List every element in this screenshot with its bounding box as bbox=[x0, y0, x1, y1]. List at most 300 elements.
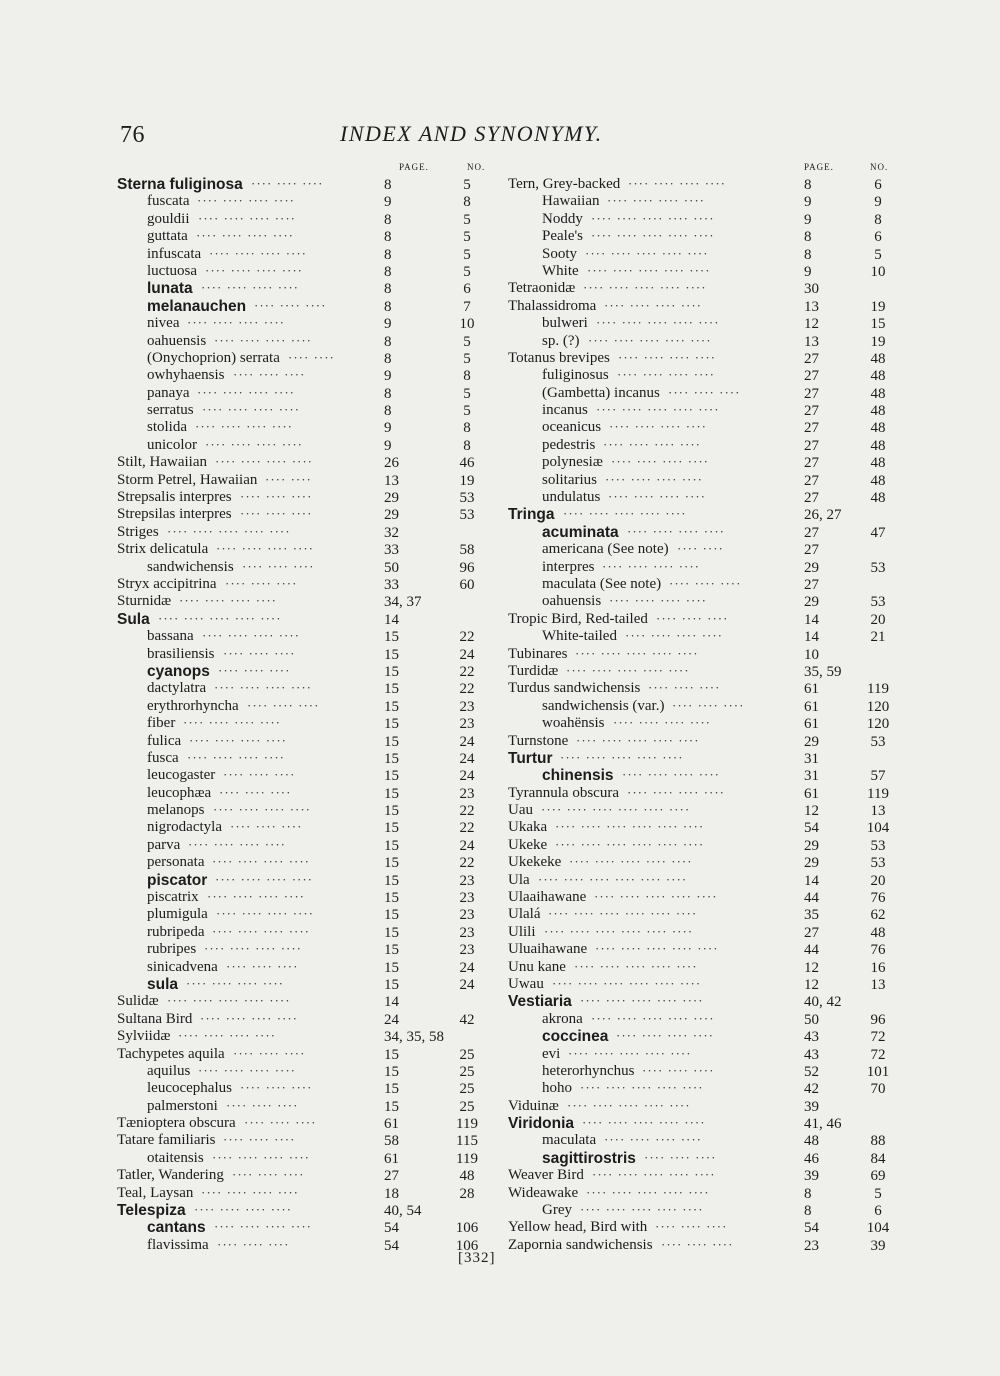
dot-leader: ···· ···· ···· bbox=[217, 1236, 290, 1252]
entry-name: Zapornia sandwichensis bbox=[508, 1236, 653, 1253]
dot-leader: ···· ···· ···· ···· bbox=[198, 210, 297, 226]
entry-number: 8 bbox=[874, 211, 882, 228]
dot-leader: ···· ···· ···· ···· ···· bbox=[596, 402, 720, 418]
entry-page: 34, 35, 58 bbox=[384, 1029, 444, 1046]
entry-page: 27 bbox=[804, 350, 819, 367]
entry-page: 54 bbox=[804, 1220, 819, 1237]
entry-number: 96 bbox=[870, 1011, 886, 1028]
entry-number: 19 bbox=[870, 333, 886, 350]
entry-page: 29 bbox=[804, 837, 819, 854]
dot-leader: ···· ···· ···· ···· ···· ···· bbox=[541, 802, 691, 818]
dot-leader: ···· ···· ···· ···· bbox=[194, 1202, 293, 1218]
index-entry bbox=[117, 350, 497, 367]
dot-leader: ···· ···· ···· ···· ···· bbox=[158, 610, 282, 626]
entry-page: 27 bbox=[804, 576, 819, 593]
entry-page: 50 bbox=[384, 559, 399, 576]
entry-number: 48 bbox=[870, 924, 886, 941]
entry-number: 48 bbox=[870, 385, 886, 402]
entry-number: 5 bbox=[874, 246, 882, 263]
index-entry bbox=[508, 1028, 888, 1045]
index-entry bbox=[508, 489, 888, 506]
entry-name: Totanus brevipes bbox=[508, 349, 610, 366]
entry-number: 20 bbox=[870, 611, 886, 628]
index-entry bbox=[508, 628, 888, 645]
entry-name: Ulaaihawane bbox=[508, 889, 587, 906]
entry-name: Sooty bbox=[542, 245, 578, 262]
index-entry bbox=[508, 524, 888, 541]
dot-leader: ···· ···· ···· ···· bbox=[186, 975, 285, 991]
index-entry bbox=[117, 472, 497, 489]
entry-name: Yellow head, Bird with bbox=[508, 1219, 648, 1236]
dot-leader: ···· ···· ···· ···· bbox=[604, 297, 703, 313]
entry-page: 8 bbox=[384, 333, 392, 350]
entry-page: 14 bbox=[384, 994, 399, 1011]
entry-page: 30 bbox=[804, 281, 819, 298]
entry-page: 9 bbox=[804, 211, 812, 228]
entry-name: Strepsilas interpres bbox=[117, 506, 232, 523]
entry-page: 15 bbox=[384, 924, 399, 941]
entry-name: Ula bbox=[508, 871, 530, 888]
dot-leader: ···· ···· ···· ···· bbox=[215, 454, 314, 470]
entry-page: 27 bbox=[804, 524, 819, 541]
entry-number: 5 bbox=[463, 211, 471, 228]
index-entry bbox=[117, 1185, 497, 1202]
entry-page: 50 bbox=[804, 1011, 819, 1028]
dot-leader: ···· ···· ···· ···· bbox=[605, 471, 704, 487]
entry-page: 14 bbox=[804, 611, 819, 628]
dot-leader: ···· ···· ···· ···· bbox=[609, 419, 708, 435]
dot-leader: ···· ···· ···· ···· ···· bbox=[582, 1115, 706, 1131]
index-entry bbox=[117, 680, 497, 697]
entry-name: unicolor bbox=[147, 436, 197, 453]
entry-number: 5 bbox=[463, 403, 471, 420]
entry-number: 21 bbox=[870, 629, 886, 646]
entry-number: 96 bbox=[459, 559, 475, 576]
entry-number: 48 bbox=[870, 472, 886, 489]
entry-number: 53 bbox=[870, 594, 886, 611]
index-entry bbox=[508, 663, 888, 680]
dot-leader: ···· ···· ···· ···· bbox=[604, 1132, 703, 1148]
entry-page: 35 bbox=[804, 907, 819, 924]
entry-name: americana (See note) bbox=[542, 541, 669, 558]
entry-page: 61 bbox=[384, 1150, 399, 1167]
entry-page: 13 bbox=[804, 298, 819, 315]
number-column-header: NO. bbox=[870, 162, 889, 172]
index-entry bbox=[508, 385, 888, 402]
dot-leader: ···· ···· ···· ···· ···· ···· bbox=[555, 819, 705, 835]
dot-leader: ···· ···· ···· ···· ···· bbox=[580, 993, 704, 1009]
entry-page: 43 bbox=[804, 1029, 819, 1046]
index-entry bbox=[508, 906, 888, 923]
dot-leader: ···· ···· ···· ···· ···· bbox=[563, 506, 687, 522]
index-entry bbox=[117, 541, 497, 558]
entry-name: Strepsalis interpres bbox=[117, 489, 232, 506]
entry-name: sandwichensis bbox=[147, 558, 234, 575]
entry-number: 23 bbox=[459, 698, 475, 715]
entry-page: 8 bbox=[384, 177, 392, 193]
index-entry bbox=[117, 767, 497, 784]
entry-name: Tænioptera obscura bbox=[117, 1115, 236, 1132]
entry-name: White bbox=[542, 262, 579, 279]
entry-name: owhyhaensis bbox=[147, 367, 225, 384]
entry-name: stolida bbox=[147, 419, 187, 436]
entry-number: 72 bbox=[870, 1029, 886, 1046]
entry-page: 27 bbox=[804, 385, 819, 402]
entry-name: piscatrix bbox=[147, 889, 199, 906]
dot-leader: ···· ···· ···· ···· bbox=[628, 176, 727, 191]
entry-name: Ukeke bbox=[508, 836, 548, 853]
entry-number: 8 bbox=[463, 194, 471, 211]
dot-leader: ···· ···· ···· ···· bbox=[188, 836, 287, 852]
entry-name: Viridonia bbox=[508, 1115, 575, 1133]
index-entry bbox=[508, 1115, 888, 1132]
dot-leader: ···· ···· ···· bbox=[251, 176, 324, 191]
index-entry bbox=[508, 924, 888, 941]
entry-number: 69 bbox=[870, 1168, 886, 1185]
entry-number: 53 bbox=[870, 837, 886, 854]
entry-number: 48 bbox=[870, 350, 886, 367]
entry-number: 48 bbox=[870, 437, 886, 454]
index-entry bbox=[117, 872, 497, 889]
dot-leader: ···· ···· ···· ···· ···· bbox=[568, 1045, 692, 1061]
entry-page: 46 bbox=[804, 1150, 819, 1167]
entry-page: 32 bbox=[384, 524, 399, 541]
index-entry bbox=[117, 1167, 497, 1184]
index-entry bbox=[508, 1132, 888, 1149]
entry-page: 15 bbox=[384, 1063, 399, 1080]
index-entry bbox=[117, 611, 497, 628]
entry-page: 14 bbox=[804, 629, 819, 646]
entry-name: Tern, Grey-backed bbox=[508, 176, 621, 192]
dot-leader: ···· ···· ···· ···· bbox=[603, 436, 702, 452]
entry-name: rubripes bbox=[147, 941, 197, 958]
dot-leader: ···· ···· ···· ···· bbox=[202, 628, 301, 644]
entry-name: otaitensis bbox=[147, 1149, 204, 1166]
entry-number: 7 bbox=[463, 298, 471, 315]
entry-name: sula bbox=[147, 975, 179, 993]
page-number: 76 bbox=[120, 122, 145, 148]
dot-leader: ···· ···· ···· ···· bbox=[205, 436, 304, 452]
dot-leader: ···· ···· ···· bbox=[226, 958, 299, 974]
dot-leader: ···· ···· bbox=[265, 471, 312, 487]
entry-name: incanus bbox=[542, 402, 588, 419]
index-entry bbox=[508, 611, 888, 628]
dot-leader: ···· ···· ···· bbox=[669, 575, 742, 591]
entry-page: 33 bbox=[384, 542, 399, 559]
entry-name: plumigula bbox=[147, 906, 208, 923]
dot-leader: ···· ···· ···· ···· bbox=[178, 1028, 277, 1044]
entry-page: 8 bbox=[804, 1185, 812, 1202]
dot-leader: ···· ···· ···· bbox=[656, 610, 729, 626]
entry-name: Strix delicatula bbox=[117, 541, 209, 558]
entry-number: 48 bbox=[870, 403, 886, 420]
entry-name: fulica bbox=[147, 732, 182, 749]
entry-page: 12 bbox=[804, 959, 819, 976]
entry-number: 10 bbox=[459, 316, 475, 333]
dot-leader: ···· ···· ···· ···· ···· bbox=[583, 280, 707, 296]
dot-leader: ···· ···· ···· bbox=[218, 662, 291, 678]
entry-name: erythrorhyncha bbox=[147, 697, 239, 714]
index-entry bbox=[117, 959, 497, 976]
index-entry bbox=[508, 298, 888, 315]
entry-name: nivea bbox=[147, 315, 180, 332]
index-entry bbox=[508, 872, 888, 889]
index-entry bbox=[508, 646, 888, 663]
entry-page: 10 bbox=[804, 646, 819, 663]
dot-leader: ···· ···· ···· ···· bbox=[213, 802, 312, 818]
index-entry bbox=[117, 1202, 497, 1219]
entry-name: evi bbox=[542, 1045, 561, 1062]
entry-page: 15 bbox=[384, 942, 399, 959]
entry-number: 22 bbox=[459, 855, 475, 872]
dot-leader: ···· ···· ···· bbox=[223, 645, 296, 661]
index-entry bbox=[117, 837, 497, 854]
index-entry bbox=[508, 889, 888, 906]
entry-number: 72 bbox=[870, 1046, 886, 1063]
entry-number: 24 bbox=[459, 733, 475, 750]
entry-name: sp. (?) bbox=[542, 332, 580, 349]
entry-page: 29 bbox=[804, 559, 819, 576]
dot-leader: ···· ···· ···· ···· bbox=[212, 854, 311, 870]
entry-page: 35, 59 bbox=[804, 663, 842, 680]
index-entries-left bbox=[117, 176, 497, 1254]
index-entry bbox=[117, 663, 497, 680]
entry-page: 15 bbox=[384, 681, 399, 698]
dot-leader: ···· ···· ···· ···· bbox=[212, 923, 311, 939]
entry-name: nigrodactyla bbox=[147, 819, 222, 836]
index-entry bbox=[117, 437, 497, 454]
dot-leader: ···· ···· ···· bbox=[230, 819, 303, 835]
index-entry bbox=[508, 437, 888, 454]
dot-leader: ···· ···· ···· bbox=[672, 697, 745, 713]
entry-page: 15 bbox=[384, 890, 399, 907]
entry-number: 104 bbox=[866, 1220, 890, 1237]
entry-number: 106 bbox=[455, 1220, 479, 1237]
entry-name: Tubinares bbox=[508, 645, 568, 662]
entry-name: leucophæa bbox=[147, 784, 212, 801]
dot-leader: ···· ···· ···· ···· bbox=[625, 628, 724, 644]
entry-number: 8 bbox=[463, 437, 471, 454]
dot-leader: ···· ···· ···· ···· bbox=[613, 715, 712, 731]
entry-name: Peale's bbox=[542, 228, 584, 245]
entry-name: polynesiæ bbox=[542, 454, 603, 471]
index-entry bbox=[117, 1063, 497, 1080]
entry-number: 119 bbox=[456, 1150, 478, 1167]
entry-number: 25 bbox=[459, 1081, 475, 1098]
index-entry bbox=[508, 1185, 888, 1202]
entry-number: 53 bbox=[870, 855, 886, 872]
entry-name: acuminata bbox=[542, 523, 619, 541]
entry-page: 8 bbox=[804, 229, 812, 246]
entry-number: 76 bbox=[870, 890, 886, 907]
index-entry bbox=[117, 785, 497, 802]
dot-leader: ···· ···· ···· ···· ···· bbox=[566, 662, 690, 678]
index-entry bbox=[508, 280, 888, 297]
entry-name: Tringa bbox=[508, 506, 555, 524]
dot-leader: ···· ···· ···· ···· ···· bbox=[594, 889, 718, 905]
entry-page: 54 bbox=[384, 1237, 399, 1254]
entry-page: 8 bbox=[384, 298, 392, 315]
entry-page: 15 bbox=[384, 646, 399, 663]
entry-page: 15 bbox=[384, 698, 399, 715]
entry-name: Sula bbox=[117, 610, 150, 628]
entry-name: Wideawake bbox=[508, 1184, 579, 1201]
dot-leader: ···· ···· ···· ···· bbox=[187, 749, 286, 765]
entry-number: 5 bbox=[463, 333, 471, 350]
entry-name: bassana bbox=[147, 628, 194, 645]
entry-name: chinensis bbox=[542, 767, 614, 785]
entry-page: 27 bbox=[804, 420, 819, 437]
entry-number: 24 bbox=[459, 646, 475, 663]
entry-name: brasiliensis bbox=[147, 645, 215, 662]
dot-leader: ···· ···· ···· ···· bbox=[187, 315, 286, 331]
page-column-header: PAGE. bbox=[804, 162, 834, 172]
dot-leader: ···· ···· ···· bbox=[240, 1080, 313, 1096]
dot-leader: ···· ···· ···· ···· bbox=[216, 906, 315, 922]
entry-number: 19 bbox=[459, 472, 475, 489]
index-entry bbox=[508, 785, 888, 802]
entry-number: 6 bbox=[874, 177, 882, 193]
entry-number: 58 bbox=[459, 542, 475, 559]
entry-number: 88 bbox=[870, 1133, 886, 1150]
entry-page: 9 bbox=[804, 194, 812, 211]
entry-name: (Gambetta) incanus bbox=[542, 384, 660, 401]
entry-name: sagittirostris bbox=[542, 1149, 636, 1167]
entry-page: 40, 54 bbox=[384, 1203, 422, 1220]
entry-name: serratus bbox=[147, 402, 194, 419]
entry-number: 13 bbox=[870, 976, 886, 993]
entry-number: 23 bbox=[459, 924, 475, 941]
entry-name: sandwichensis (var.) bbox=[542, 697, 665, 714]
entry-name: Uwau bbox=[508, 975, 544, 992]
dot-leader: ···· ···· ···· bbox=[240, 489, 313, 505]
entry-page: 8 bbox=[804, 246, 812, 263]
entry-number: 24 bbox=[459, 976, 475, 993]
entry-page: 27 bbox=[804, 455, 819, 472]
dot-leader: ···· ···· ···· bbox=[219, 784, 292, 800]
entry-name: Ukaka bbox=[508, 819, 548, 836]
index-entries-right bbox=[508, 176, 888, 1254]
entry-name: Telespiza bbox=[117, 1202, 186, 1220]
index-entry bbox=[117, 1150, 497, 1167]
entry-page: 41, 46 bbox=[804, 1116, 842, 1133]
dot-leader: ···· ···· ···· ···· ···· bbox=[587, 262, 711, 278]
dot-leader: ···· ···· ···· ···· bbox=[214, 1219, 313, 1235]
index-entry bbox=[117, 228, 497, 245]
entry-number: 23 bbox=[459, 907, 475, 924]
entry-page: 61 bbox=[804, 716, 819, 733]
entry-name: rubripeda bbox=[147, 923, 205, 940]
entry-name: fiber bbox=[147, 715, 176, 732]
dot-leader: ···· ···· ···· ···· bbox=[215, 871, 314, 887]
entry-number: 22 bbox=[459, 681, 475, 698]
dot-leader: ···· ···· ···· ···· bbox=[214, 680, 313, 696]
dot-leader: ···· ···· ···· ···· bbox=[607, 193, 706, 209]
entry-name: Sylviidæ bbox=[117, 1028, 171, 1045]
number-column-header: NO. bbox=[467, 162, 486, 172]
entry-number: 22 bbox=[459, 629, 475, 646]
index-entry bbox=[508, 228, 888, 245]
index-entry bbox=[508, 733, 888, 750]
index-entry bbox=[508, 1202, 888, 1219]
index-entry bbox=[508, 472, 888, 489]
entry-number: 20 bbox=[870, 872, 886, 889]
dot-leader: ···· ···· ···· bbox=[232, 1167, 305, 1183]
index-entry bbox=[117, 246, 497, 263]
entry-page: 42 bbox=[804, 1081, 819, 1098]
dot-leader: ···· ···· ···· ···· ···· bbox=[580, 1202, 704, 1218]
index-entry bbox=[508, 193, 888, 210]
index-entry bbox=[117, 993, 497, 1010]
entry-number: 23 bbox=[459, 872, 475, 889]
entry-name: interpres bbox=[542, 558, 595, 575]
entry-name: Turtur bbox=[508, 749, 553, 767]
entry-name: melanops bbox=[147, 802, 205, 819]
index-entry bbox=[117, 733, 497, 750]
entry-name: hoho bbox=[542, 1080, 572, 1097]
index-entry bbox=[117, 1115, 497, 1132]
entry-name: Vestiaria bbox=[508, 993, 572, 1011]
entry-page: 34, 37 bbox=[384, 594, 422, 611]
entry-page: 39 bbox=[804, 1168, 819, 1185]
entry-name: Sturnidæ bbox=[117, 593, 172, 610]
entry-page: 12 bbox=[804, 316, 819, 333]
entry-page: 61 bbox=[804, 698, 819, 715]
index-entry bbox=[508, 1046, 888, 1063]
index-entry bbox=[508, 211, 888, 228]
entry-name: leucogaster bbox=[147, 767, 216, 784]
entry-page: 15 bbox=[384, 959, 399, 976]
dot-leader: ···· ···· ···· ···· bbox=[214, 332, 313, 348]
dot-leader: ···· ···· ···· ···· bbox=[216, 541, 315, 557]
entry-page: 13 bbox=[804, 333, 819, 350]
dot-leader: ···· ···· ···· ···· ···· bbox=[585, 245, 709, 261]
dot-leader: ···· ···· ···· ···· bbox=[602, 558, 701, 574]
index-entry bbox=[117, 976, 497, 993]
entry-number: 48 bbox=[870, 368, 886, 385]
dot-leader: ···· ···· ···· ···· bbox=[183, 715, 282, 731]
entry-name: oahuensis bbox=[147, 332, 207, 349]
entry-number: 25 bbox=[459, 1098, 475, 1115]
entry-name: Storm Petrel, Hawaiian bbox=[117, 471, 258, 488]
entry-name: Grey bbox=[542, 1202, 572, 1219]
entry-name: guttata bbox=[147, 228, 188, 245]
dot-leader: ···· ···· ···· ···· ···· bbox=[560, 749, 684, 765]
index-entry bbox=[117, 419, 497, 436]
index-entry bbox=[117, 1237, 497, 1254]
entry-name: Turdus sandwichensis bbox=[508, 680, 641, 697]
entry-name: gouldii bbox=[147, 210, 190, 227]
entry-number: 23 bbox=[459, 942, 475, 959]
entry-name: melanauchen bbox=[147, 297, 247, 315]
index-entry bbox=[117, 367, 497, 384]
entry-number: 19 bbox=[870, 298, 886, 315]
dot-leader: ···· ···· ···· ···· ···· bbox=[167, 523, 291, 539]
dot-leader: ···· ···· ···· ···· bbox=[608, 489, 707, 505]
entry-page: 15 bbox=[384, 629, 399, 646]
index-entry bbox=[508, 1167, 888, 1184]
entry-page: 44 bbox=[804, 890, 819, 907]
index-entry bbox=[508, 854, 888, 871]
entry-page: 48 bbox=[804, 1133, 819, 1150]
entry-name: coccinea bbox=[542, 1028, 609, 1046]
dot-leader: ···· ···· ···· ···· ···· bbox=[592, 1167, 716, 1183]
index-entry bbox=[117, 263, 497, 280]
index-entry bbox=[508, 454, 888, 471]
dot-leader: ···· ···· ···· ···· ···· bbox=[167, 993, 291, 1009]
entry-number: 8 bbox=[463, 420, 471, 437]
index-entry bbox=[508, 176, 888, 193]
